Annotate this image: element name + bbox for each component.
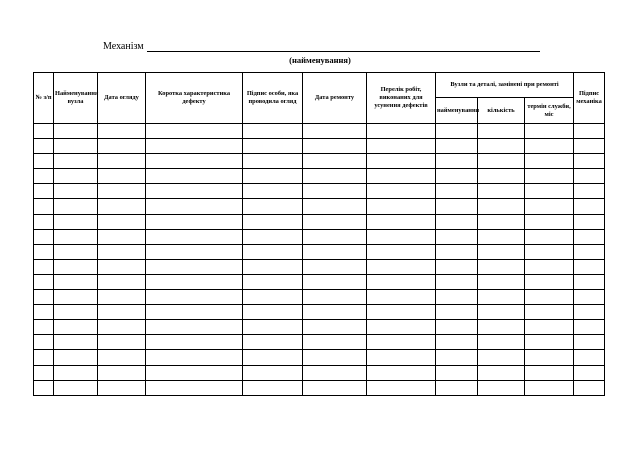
table-row bbox=[34, 350, 605, 365]
table-cell[interactable] bbox=[243, 380, 303, 395]
table-cell[interactable] bbox=[367, 259, 436, 274]
table-cell[interactable] bbox=[303, 214, 367, 229]
table-cell[interactable] bbox=[574, 154, 605, 169]
table-cell[interactable] bbox=[367, 305, 436, 320]
table-cell[interactable] bbox=[525, 365, 574, 380]
table-cell[interactable] bbox=[98, 244, 146, 259]
table-cell[interactable] bbox=[146, 365, 243, 380]
table-cell[interactable] bbox=[478, 380, 525, 395]
table-cell[interactable] bbox=[146, 214, 243, 229]
table-row bbox=[34, 199, 605, 214]
table-cell[interactable] bbox=[574, 350, 605, 365]
table-cell[interactable] bbox=[303, 169, 367, 184]
table-cell[interactable] bbox=[243, 320, 303, 335]
table-cell[interactable] bbox=[98, 214, 146, 229]
table-cell[interactable] bbox=[303, 244, 367, 259]
table-cell[interactable] bbox=[525, 274, 574, 289]
table-cell[interactable] bbox=[574, 214, 605, 229]
table-cell[interactable] bbox=[146, 124, 243, 139]
table-cell[interactable] bbox=[574, 335, 605, 350]
table-cell[interactable] bbox=[303, 139, 367, 154]
table-cell[interactable] bbox=[574, 380, 605, 395]
table-cell[interactable] bbox=[525, 290, 574, 305]
table-row bbox=[34, 214, 605, 229]
table-row bbox=[34, 320, 605, 335]
table-cell[interactable] bbox=[54, 259, 98, 274]
table-cell[interactable] bbox=[436, 169, 478, 184]
table-cell[interactable] bbox=[525, 305, 574, 320]
table-cell[interactable] bbox=[54, 274, 98, 289]
table-cell[interactable] bbox=[34, 350, 54, 365]
table-cell[interactable] bbox=[574, 274, 605, 289]
col-replaced-name-header: найменування bbox=[436, 98, 478, 124]
table-cell[interactable] bbox=[367, 124, 436, 139]
table-cell[interactable] bbox=[436, 124, 478, 139]
table-cell[interactable] bbox=[574, 290, 605, 305]
table-cell[interactable] bbox=[436, 305, 478, 320]
table-cell[interactable] bbox=[54, 380, 98, 395]
table-cell[interactable] bbox=[243, 259, 303, 274]
table-cell[interactable] bbox=[367, 184, 436, 199]
table-cell[interactable] bbox=[54, 199, 98, 214]
table-cell[interactable] bbox=[478, 124, 525, 139]
table-cell[interactable] bbox=[243, 184, 303, 199]
table-cell[interactable] bbox=[436, 229, 478, 244]
table-cell[interactable] bbox=[34, 305, 54, 320]
table-cell[interactable] bbox=[54, 124, 98, 139]
table-cell[interactable] bbox=[54, 139, 98, 154]
table-cell[interactable] bbox=[98, 380, 146, 395]
table-cell[interactable] bbox=[436, 365, 478, 380]
table-cell[interactable] bbox=[478, 199, 525, 214]
table-row bbox=[34, 290, 605, 305]
table-cell[interactable] bbox=[146, 259, 243, 274]
table-cell[interactable] bbox=[243, 169, 303, 184]
table-cell[interactable] bbox=[98, 290, 146, 305]
table-cell[interactable] bbox=[54, 335, 98, 350]
table-cell[interactable] bbox=[436, 214, 478, 229]
table-cell[interactable] bbox=[243, 365, 303, 380]
table-cell[interactable] bbox=[574, 320, 605, 335]
table-cell[interactable] bbox=[34, 244, 54, 259]
table-cell[interactable] bbox=[54, 305, 98, 320]
table-cell[interactable] bbox=[98, 184, 146, 199]
table-cell[interactable] bbox=[146, 184, 243, 199]
table-cell[interactable] bbox=[478, 169, 525, 184]
table-cell[interactable] bbox=[525, 259, 574, 274]
table-cell[interactable] bbox=[243, 244, 303, 259]
table-cell[interactable] bbox=[146, 244, 243, 259]
col-replaced-life-header: термін служби, міс bbox=[525, 98, 574, 124]
table-cell[interactable] bbox=[34, 365, 54, 380]
table-cell[interactable] bbox=[436, 290, 478, 305]
table-cell[interactable] bbox=[367, 214, 436, 229]
table-cell[interactable] bbox=[54, 365, 98, 380]
table-cell[interactable] bbox=[54, 229, 98, 244]
table-row bbox=[34, 274, 605, 289]
table-cell[interactable] bbox=[243, 274, 303, 289]
table-cell[interactable] bbox=[574, 184, 605, 199]
table-cell[interactable] bbox=[436, 184, 478, 199]
table-cell[interactable] bbox=[243, 335, 303, 350]
table-cell[interactable] bbox=[34, 154, 54, 169]
mechanism-name-field[interactable] bbox=[147, 51, 540, 52]
table-row bbox=[34, 124, 605, 139]
table-cell[interactable] bbox=[34, 290, 54, 305]
table-cell[interactable] bbox=[146, 305, 243, 320]
table-cell[interactable] bbox=[34, 199, 54, 214]
table-cell[interactable] bbox=[243, 229, 303, 244]
table-cell[interactable] bbox=[303, 365, 367, 380]
table-cell[interactable] bbox=[478, 305, 525, 320]
table-cell[interactable] bbox=[525, 214, 574, 229]
table-row bbox=[34, 380, 605, 395]
table-cell[interactable] bbox=[54, 214, 98, 229]
table-cell[interactable] bbox=[525, 139, 574, 154]
table-cell[interactable] bbox=[525, 335, 574, 350]
table-cell[interactable] bbox=[367, 335, 436, 350]
table-cell[interactable] bbox=[34, 169, 54, 184]
table-cell[interactable] bbox=[525, 199, 574, 214]
table-cell[interactable] bbox=[243, 290, 303, 305]
col-inspector-signature-header: Підпис особи, яка проводила огляд bbox=[243, 73, 303, 124]
table-cell[interactable] bbox=[574, 305, 605, 320]
table-row bbox=[34, 154, 605, 169]
table-cell[interactable] bbox=[146, 290, 243, 305]
table-cell[interactable] bbox=[478, 229, 525, 244]
table-cell[interactable] bbox=[34, 259, 54, 274]
table-cell[interactable] bbox=[34, 380, 54, 395]
table-cell[interactable] bbox=[436, 320, 478, 335]
table-cell[interactable] bbox=[303, 380, 367, 395]
table-cell[interactable] bbox=[478, 335, 525, 350]
table-cell[interactable] bbox=[34, 139, 54, 154]
table-cell[interactable] bbox=[303, 199, 367, 214]
table-cell[interactable] bbox=[525, 350, 574, 365]
table-cell[interactable] bbox=[98, 365, 146, 380]
table-cell[interactable] bbox=[436, 259, 478, 274]
table-cell[interactable] bbox=[54, 350, 98, 365]
table-cell[interactable] bbox=[243, 199, 303, 214]
table-cell[interactable] bbox=[525, 154, 574, 169]
table-cell[interactable] bbox=[436, 380, 478, 395]
table-cell[interactable] bbox=[367, 350, 436, 365]
table-cell[interactable] bbox=[367, 244, 436, 259]
table-cell[interactable] bbox=[303, 274, 367, 289]
table-cell[interactable] bbox=[478, 320, 525, 335]
table-cell[interactable] bbox=[146, 169, 243, 184]
table-cell[interactable] bbox=[243, 124, 303, 139]
table-cell[interactable] bbox=[54, 320, 98, 335]
col-replaced-qty-header: кількість bbox=[478, 98, 525, 124]
table-cell[interactable] bbox=[525, 184, 574, 199]
table-cell[interactable] bbox=[98, 199, 146, 214]
table-cell[interactable] bbox=[98, 259, 146, 274]
table-cell[interactable] bbox=[98, 154, 146, 169]
table-cell[interactable] bbox=[436, 274, 478, 289]
table-cell[interactable] bbox=[98, 169, 146, 184]
table-cell[interactable] bbox=[243, 305, 303, 320]
mechanism-line bbox=[103, 41, 543, 55]
table-cell[interactable] bbox=[98, 229, 146, 244]
table-cell[interactable] bbox=[34, 124, 54, 139]
mechanism-caption bbox=[0, 55, 640, 65]
table-row bbox=[34, 139, 605, 154]
table-cell[interactable] bbox=[436, 139, 478, 154]
table-cell[interactable] bbox=[367, 169, 436, 184]
table-cell[interactable] bbox=[54, 184, 98, 199]
col-mechanic-signature-header: Підпис механіка bbox=[574, 73, 605, 124]
table-cell[interactable] bbox=[303, 124, 367, 139]
table-cell[interactable] bbox=[367, 320, 436, 335]
table-cell[interactable] bbox=[54, 244, 98, 259]
table-cell[interactable] bbox=[525, 169, 574, 184]
table-cell[interactable] bbox=[478, 184, 525, 199]
table-cell[interactable] bbox=[146, 350, 243, 365]
col-unit-name-header: Найменування вузла bbox=[54, 73, 98, 124]
col-repair-date-header: Дата ремонту bbox=[303, 73, 367, 124]
table-cell[interactable] bbox=[436, 350, 478, 365]
table-cell[interactable] bbox=[54, 154, 98, 169]
table-cell[interactable] bbox=[367, 139, 436, 154]
table-cell[interactable] bbox=[243, 350, 303, 365]
table-cell[interactable] bbox=[98, 124, 146, 139]
table-cell[interactable] bbox=[34, 214, 54, 229]
table-cell[interactable] bbox=[303, 335, 367, 350]
table-cell[interactable] bbox=[478, 214, 525, 229]
col-inspection-date-header: Дата огляду bbox=[98, 73, 146, 124]
table-cell[interactable] bbox=[478, 244, 525, 259]
table-cell[interactable] bbox=[574, 139, 605, 154]
table-cell[interactable] bbox=[436, 199, 478, 214]
table-cell[interactable] bbox=[98, 274, 146, 289]
table-cell[interactable] bbox=[478, 259, 525, 274]
table-cell[interactable] bbox=[367, 229, 436, 244]
col-works-list-header: Перелік робіт, виконаних для усунення дефектів bbox=[367, 73, 436, 124]
table-cell[interactable] bbox=[436, 154, 478, 169]
table-cell[interactable] bbox=[525, 380, 574, 395]
table-cell[interactable] bbox=[303, 259, 367, 274]
table-row bbox=[34, 305, 605, 320]
table-cell[interactable] bbox=[525, 244, 574, 259]
table-cell[interactable] bbox=[146, 139, 243, 154]
table-cell[interactable] bbox=[525, 229, 574, 244]
table-cell[interactable] bbox=[146, 335, 243, 350]
col-defect-desc-header: Коротка характеристика дефекту bbox=[146, 73, 243, 124]
table-cell[interactable] bbox=[146, 229, 243, 244]
table-cell[interactable] bbox=[303, 229, 367, 244]
table-cell[interactable] bbox=[34, 274, 54, 289]
table-cell[interactable] bbox=[367, 290, 436, 305]
table-cell[interactable] bbox=[574, 244, 605, 259]
table-cell[interactable] bbox=[574, 229, 605, 244]
table-cell[interactable] bbox=[146, 274, 243, 289]
table-cell[interactable] bbox=[54, 169, 98, 184]
table-cell[interactable] bbox=[367, 274, 436, 289]
table-cell[interactable] bbox=[243, 139, 303, 154]
table-row bbox=[34, 229, 605, 244]
table-row bbox=[34, 365, 605, 380]
mechanism-label: Механізм bbox=[103, 41, 144, 52]
table-cell[interactable] bbox=[303, 154, 367, 169]
table-cell[interactable] bbox=[478, 154, 525, 169]
table-cell[interactable] bbox=[436, 244, 478, 259]
table-cell[interactable] bbox=[436, 335, 478, 350]
table-cell[interactable] bbox=[303, 290, 367, 305]
table-cell[interactable] bbox=[98, 139, 146, 154]
table-cell[interactable] bbox=[478, 350, 525, 365]
table-cell[interactable] bbox=[303, 305, 367, 320]
table-cell[interactable] bbox=[34, 335, 54, 350]
table-cell[interactable] bbox=[303, 184, 367, 199]
table-cell[interactable] bbox=[478, 139, 525, 154]
table-cell[interactable] bbox=[574, 365, 605, 380]
table-cell[interactable] bbox=[367, 154, 436, 169]
table-cell[interactable] bbox=[34, 184, 54, 199]
table-cell[interactable] bbox=[146, 154, 243, 169]
table-cell[interactable] bbox=[146, 380, 243, 395]
journal-body bbox=[34, 124, 605, 396]
table-cell[interactable] bbox=[478, 365, 525, 380]
table-cell[interactable] bbox=[303, 320, 367, 335]
table-cell[interactable] bbox=[243, 154, 303, 169]
table-row bbox=[34, 169, 605, 184]
table-cell[interactable] bbox=[574, 259, 605, 274]
table-cell[interactable] bbox=[243, 214, 303, 229]
table-cell[interactable] bbox=[98, 335, 146, 350]
table-row bbox=[34, 335, 605, 350]
table-cell[interactable] bbox=[146, 320, 243, 335]
table-cell[interactable] bbox=[98, 320, 146, 335]
table-cell[interactable] bbox=[34, 320, 54, 335]
table-cell[interactable] bbox=[478, 274, 525, 289]
table-row bbox=[34, 259, 605, 274]
table-row bbox=[34, 184, 605, 199]
mechanism-caption-text: (найменування) bbox=[289, 55, 351, 65]
table-cell[interactable] bbox=[574, 169, 605, 184]
table-cell[interactable] bbox=[98, 350, 146, 365]
table-cell[interactable] bbox=[525, 124, 574, 139]
table-cell[interactable] bbox=[54, 290, 98, 305]
table-cell[interactable] bbox=[367, 380, 436, 395]
table-cell[interactable] bbox=[98, 305, 146, 320]
defects-journal-table bbox=[33, 72, 605, 396]
table-cell[interactable] bbox=[525, 320, 574, 335]
table-cell[interactable] bbox=[367, 199, 436, 214]
table-row bbox=[34, 244, 605, 259]
table-cell[interactable] bbox=[146, 199, 243, 214]
table-cell[interactable] bbox=[367, 365, 436, 380]
table-cell[interactable] bbox=[34, 229, 54, 244]
table-cell[interactable] bbox=[574, 199, 605, 214]
table-cell[interactable] bbox=[574, 124, 605, 139]
table-cell[interactable] bbox=[478, 290, 525, 305]
col-num-header: № з/п bbox=[34, 73, 54, 124]
table-cell[interactable] bbox=[303, 350, 367, 365]
col-replaced-group-header: Вузли та деталі, замінені при ремонті bbox=[436, 73, 574, 98]
